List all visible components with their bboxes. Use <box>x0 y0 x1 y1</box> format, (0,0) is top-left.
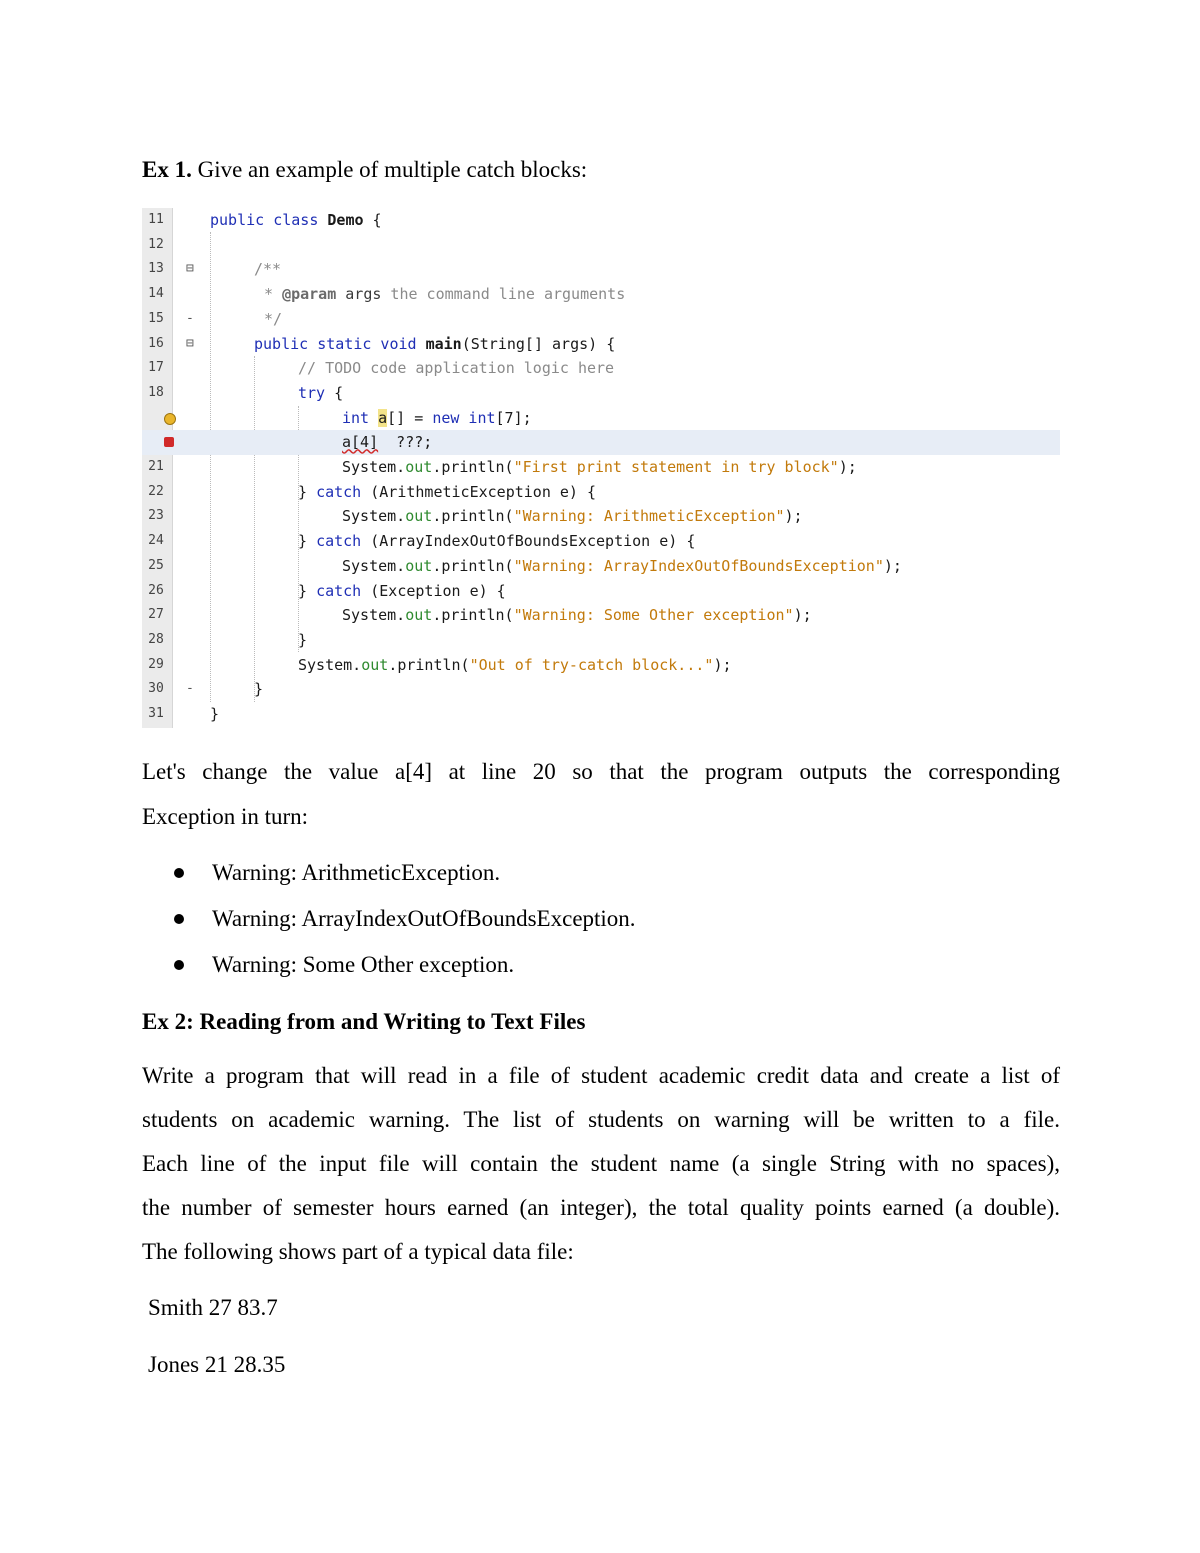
code-text: * @param args the command line arguments <box>264 285 626 304</box>
paragraph-line: Write a program that will read in a file of student academic credit data and create a list of <box>142 1063 1060 1088</box>
list-item: Warning: ArithmeticException. <box>142 850 636 896</box>
line-number: 14 <box>148 286 164 302</box>
line-number: 21 <box>148 459 164 474</box>
code-line <box>142 406 1060 431</box>
hint-bulb-icon[interactable] <box>164 413 176 425</box>
code-text: } catch (ArrayIndexOutOfBoundsException e) { <box>298 532 696 551</box>
line-number: 30 <box>148 681 164 697</box>
code-screenshot <box>142 208 1060 728</box>
code-line <box>142 702 1060 727</box>
code-text: } catch (ArithmeticException e) { <box>298 482 597 501</box>
code-line <box>142 257 1060 282</box>
code-text: int a[] = new int[7]; <box>342 408 532 427</box>
fold-end-icon: - <box>186 310 194 326</box>
line-number: 15 <box>148 310 164 326</box>
fold-end-icon: - <box>186 681 194 697</box>
code-line <box>142 677 1060 702</box>
line-number: 17 <box>148 360 164 376</box>
code-text: System.out.println("Warning: ArrayIndexOutOfBoundsException"); <box>342 556 902 575</box>
code-text: a[4] ???; <box>342 433 433 452</box>
code-line <box>142 381 1060 406</box>
code-line <box>142 332 1060 357</box>
code-text: System.out.println("Warning: ArithmeticException"); <box>342 507 803 526</box>
code-text: } <box>298 630 308 649</box>
code-line-current <box>142 430 1060 455</box>
paragraph-line: the number of semester hours earned (an integer), the total quality points earned (a double). <box>142 1195 1060 1220</box>
code-line <box>142 603 1060 628</box>
code-line <box>142 455 1060 480</box>
exception-list <box>142 850 636 988</box>
line-number: 23 <box>148 508 164 524</box>
code-line <box>142 356 1060 381</box>
code-line <box>142 504 1060 529</box>
code-line <box>142 628 1060 653</box>
line-number: 29 <box>148 656 164 672</box>
code-line <box>142 307 1060 332</box>
line-number: 11 <box>148 212 164 227</box>
code-text: // TODO code application logic here <box>298 359 615 378</box>
code-line <box>142 529 1060 554</box>
code-text: } <box>210 705 220 723</box>
code-text: try { <box>298 383 344 402</box>
ex2-paragraph <box>142 1054 1060 1274</box>
bullet-icon <box>174 868 184 878</box>
list-item: Warning: Some Other exception. <box>142 942 636 988</box>
line-number: 16 <box>148 335 164 351</box>
code-text: /** <box>254 260 282 279</box>
fold-collapse-icon[interactable]: ⊟ <box>186 261 194 277</box>
code-line <box>142 653 1060 678</box>
code-line <box>142 579 1060 604</box>
line-number: 18 <box>148 384 164 400</box>
instruction-paragraph <box>142 749 1060 839</box>
paragraph-line: Exception in turn: <box>142 804 309 829</box>
line-number: 22 <box>148 483 164 499</box>
data-file-line: Jones 21 28.35 <box>148 1352 286 1377</box>
error-icon[interactable] <box>164 437 174 447</box>
line-number: 28 <box>148 631 164 647</box>
line-number: 13 <box>148 261 164 277</box>
code-text: System.out.println("First print statement in try block"); <box>342 458 857 476</box>
code-text: System.out.println("Warning: Some Other exception"); <box>342 606 812 625</box>
code-text: System.out.println("Out of try-catch block..."); <box>298 655 732 674</box>
line-number: 12 <box>148 236 164 252</box>
code-line <box>142 233 1060 258</box>
line-number: 27 <box>148 607 164 623</box>
code-text: } <box>254 680 264 699</box>
paragraph-line: students on academic warning. The list of students on warning will be written to a file. <box>142 1107 1060 1132</box>
ex2-heading: Ex 2: Reading from and Writing to Text Files <box>142 1009 586 1034</box>
code-text: public class Demo { <box>210 211 382 229</box>
code-text: public static void main(String[] args) { <box>254 334 616 353</box>
line-number: 24 <box>148 533 164 549</box>
code-line <box>142 554 1060 579</box>
paragraph-line: The following shows part of a typical data file: <box>142 1239 574 1264</box>
line-number: 25 <box>148 557 164 573</box>
ex1-label: Ex 1. <box>142 157 192 182</box>
line-number: 31 <box>148 706 164 721</box>
code-text: */ <box>264 309 283 328</box>
code-line <box>142 480 1060 505</box>
fold-collapse-icon[interactable]: ⊟ <box>186 335 194 351</box>
line-number: 26 <box>148 582 164 598</box>
paragraph-line: Each line of the input file will contain the student name (a single String with no spaces), <box>142 1151 1060 1176</box>
code-line <box>142 208 1060 233</box>
data-file-line: Smith 27 83.7 <box>148 1295 278 1320</box>
code-text: } catch (Exception e) { <box>298 581 506 600</box>
ex1-heading <box>142 156 587 184</box>
list-item: Warning: ArrayIndexOutOfBoundsException. <box>142 896 636 942</box>
bullet-icon <box>174 960 184 970</box>
code-line <box>142 282 1060 307</box>
paragraph-line: Let's change the value a[4] at line 20 so that the program outputs the corresponding <box>142 759 1060 784</box>
ex1-text: Give an example of multiple catch blocks: <box>191 157 588 182</box>
bullet-icon <box>174 914 184 924</box>
